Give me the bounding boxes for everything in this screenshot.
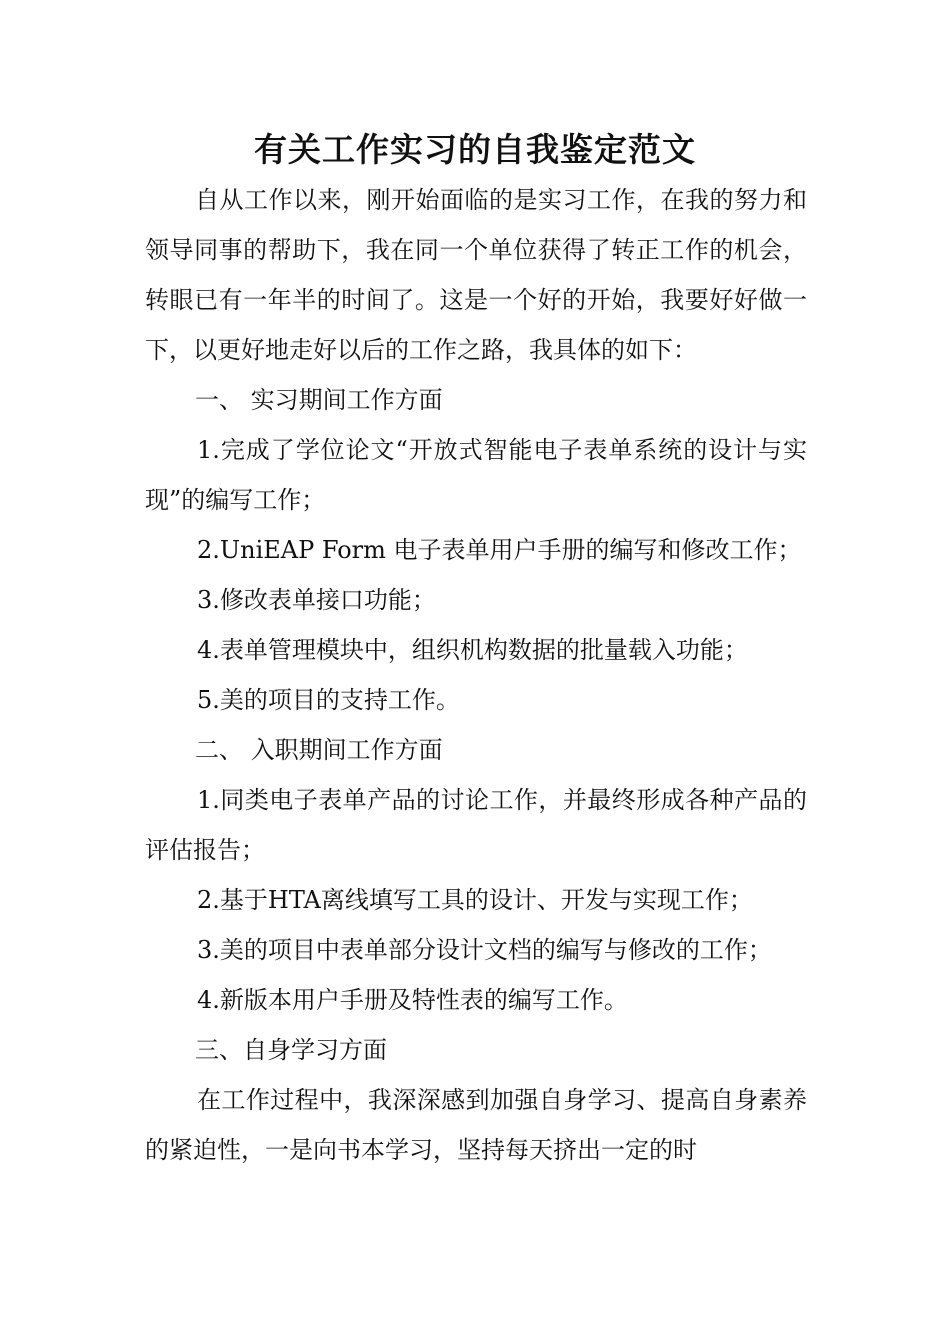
section-heading-1: 一、 实习期间工作方面 [195,386,443,414]
paragraph-self-study: 在工作过程中，我深深感到加强自身学习、提高自身素养的紧迫性，一是向书本学习，坚持每天挤出一定的时 [145,1086,807,1164]
list-item: 2.基于HTA离线填写工具的设计、开发与实现工作； [197,886,753,914]
document-body [145,175,807,1175]
list-item: 2.UniEAP Form 电子表单用户手册的编写和修改工作； [197,536,802,564]
list-item: 3.美的项目中表单部分设计文档的编写与修改的工作； [197,936,772,964]
list-item: 3.修改表单接口功能； [197,586,436,614]
list-item: 5.美的项目的支持工作。 [197,686,460,714]
section-heading-2: 二、 入职期间工作方面 [195,736,443,764]
section-heading-3: 三、自身学习方面 [195,1036,387,1064]
paragraph-intro: 自从工作以来，刚开始面临的是实习工作，在我的努力和领导同事的帮助下，我在同一个单位获得了转正工作的机会，转眼已有一年半的时间了。这是一个好的开始，我要好好做一下，以更好地走好以后的工作之路，我具体的如下： [145,186,807,364]
list-item: 4.新版本用户手册及特性表的编写工作。 [197,986,628,1014]
list-item: 1.完成了学位论文“开放式智能电子表单系统的设计与实现”的编写工作； [145,436,807,514]
list-item: 1.同类电子表单产品的讨论工作，并最终形成各种产品的评估报告； [145,786,807,864]
document-title: 有关工作实习的自我鉴定范文 [254,130,696,169]
list-item: 4.表单管理模块中，组织机构数据的批量载入功能； [197,636,748,664]
